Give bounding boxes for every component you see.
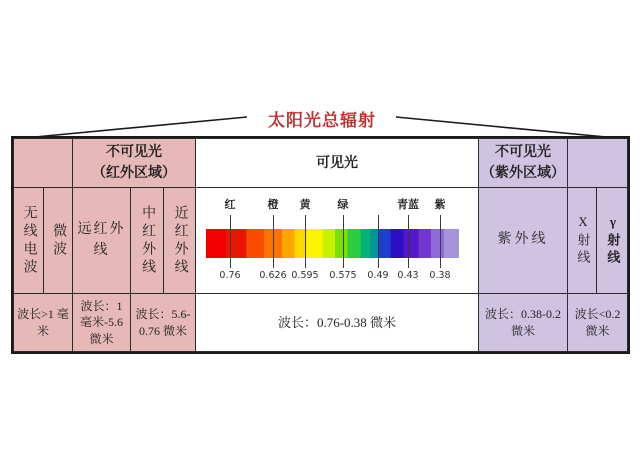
boundary-value: 0.38: [429, 270, 451, 281]
wavelength-radio: 波长>1 毫米: [13, 293, 73, 352]
wavelength-visible: 波长：0.76-0.38 微米: [195, 293, 479, 352]
boundary-value: 0.76: [219, 270, 241, 281]
header-infrared: [72, 138, 196, 188]
color-label-red: 红: [224, 199, 236, 211]
band-radio-waves: 无线电波: [13, 187, 44, 294]
boundary-value: 0.49: [367, 270, 389, 281]
spectrum-table: [11, 136, 630, 354]
wavelength-mid-near-infrared: 波长：5.6-0.76 微米: [130, 293, 196, 352]
visible-spectrum-panel: [195, 187, 479, 294]
band-ultraviolet: 紫外线: [478, 187, 568, 294]
color-label-yellow: 黄: [299, 199, 311, 211]
band-gamma-ray: γ射线: [596, 187, 628, 294]
spectrum-tick: [273, 215, 274, 268]
color-label-cyan-blue: 青蓝: [397, 199, 419, 211]
spectrum-tick: [408, 215, 409, 268]
band-xray: X射线: [567, 187, 597, 294]
boundary-value: 0.626: [259, 270, 287, 281]
spectrum-tick: [343, 215, 344, 268]
diagram-title: 太阳光总辐射: [268, 111, 376, 130]
boundary-value: 0.575: [329, 270, 357, 281]
header-empty-left: [13, 138, 73, 188]
color-label-green: 绿: [337, 199, 349, 211]
header-infrared-text: 不可见光 （红外区域）: [92, 145, 176, 181]
spectrum-gradient-bar: [206, 229, 459, 258]
spectrum-tick: [305, 215, 306, 268]
header-visible: 可见光: [195, 138, 479, 188]
wavelength-xray-gamma: 波长<0.2 微米: [567, 293, 628, 352]
header-uv-text: 不可见光 （紫外区域）: [481, 145, 565, 181]
color-label-violet: 紫: [434, 199, 446, 211]
spectrum-tick: [440, 215, 441, 268]
boundary-value: 0.595: [291, 270, 319, 281]
spectrum-tick: [378, 215, 379, 268]
band-far-infrared: 远红外线: [72, 187, 131, 294]
header-uv: [478, 138, 568, 188]
boundary-value: 0.43: [397, 270, 419, 281]
band-mid-infrared: 中红外线: [130, 187, 164, 294]
color-label-orange: 橙: [267, 199, 279, 211]
wavelength-uv: 波长：0.38-0.2 微米: [478, 293, 568, 352]
spectrum-tick: [230, 215, 231, 268]
header-empty-right: [567, 138, 628, 188]
band-near-infrared: 近红外线: [163, 187, 196, 294]
wavelength-far-infrared: 波长：1 毫米-5.6 微米: [72, 293, 131, 352]
band-microwave: 微波: [43, 187, 73, 294]
